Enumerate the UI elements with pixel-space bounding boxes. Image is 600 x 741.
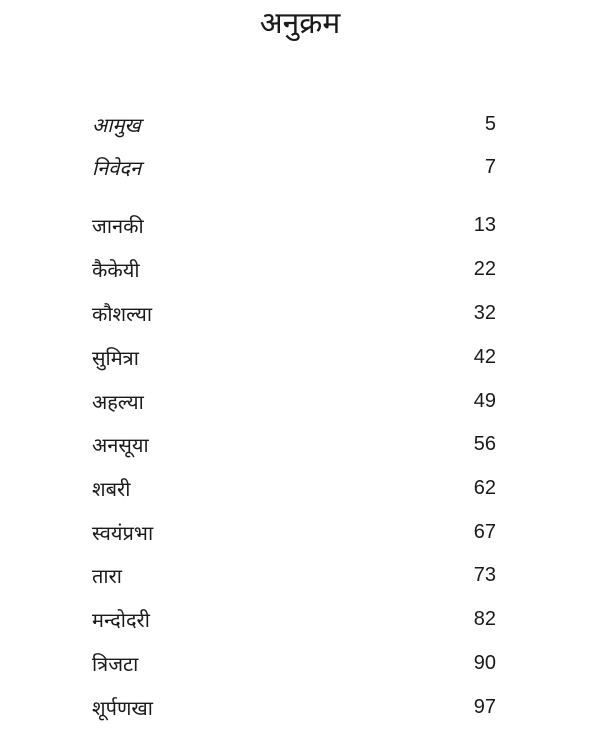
toc-entry-label: तारा	[92, 563, 122, 588]
toc-entry-foreword[interactable]	[92, 108, 496, 140]
toc-entry-label: मन्दोदरी	[92, 607, 150, 632]
toc-entry-chapter[interactable]	[92, 647, 496, 679]
toc-entry-page-number: 56	[473, 432, 496, 455]
toc-entry-page-number: 90	[473, 651, 496, 674]
toc-entry-page-number: 13	[473, 213, 496, 236]
toc-entry-label: जानकी	[92, 213, 144, 238]
toc-entry-page-number: 7	[484, 155, 496, 178]
toc-entry-chapter[interactable]	[92, 297, 496, 329]
toc-entry-page-number: 62	[473, 476, 496, 499]
toc-entry-page-number: 42	[473, 345, 496, 368]
toc-entry-label: शबरी	[92, 476, 131, 501]
toc-entry-preface[interactable]	[92, 151, 496, 183]
toc-entry-chapter[interactable]	[92, 253, 496, 285]
toc-entry-label: आमुख	[92, 112, 141, 137]
toc-entry-page-number: 49	[473, 389, 496, 412]
toc-entry-label: निवेदन	[92, 155, 142, 180]
toc-entry-chapter[interactable]	[92, 559, 496, 591]
toc-entry-label: स्वयंप्रभा	[92, 520, 154, 545]
toc-entry-chapter[interactable]	[92, 691, 496, 723]
toc-entry-label: कैकेयी	[92, 257, 140, 282]
toc-entry-page-number: 22	[473, 257, 496, 280]
toc-entry-label: सुमित्रा	[92, 345, 139, 370]
toc-entry-page-number: 5	[484, 112, 496, 135]
toc-entry-label: त्रिजटा	[92, 651, 139, 676]
toc-entry-chapter[interactable]	[92, 341, 496, 373]
toc-entry-label: अहल्या	[92, 389, 144, 414]
toc-entry-page-number: 67	[473, 520, 496, 543]
toc-entry-page-number: 97	[473, 695, 496, 718]
toc-entry-page-number: 73	[473, 563, 496, 586]
page-title: अनुक्रम	[259, 6, 341, 41]
toc-entry-chapter[interactable]	[92, 385, 496, 417]
toc-entry-chapter[interactable]	[92, 209, 496, 241]
toc-entry-chapter[interactable]	[92, 516, 496, 548]
toc-entry-page-number: 82	[473, 607, 496, 630]
toc-entry-chapter[interactable]	[92, 472, 496, 504]
toc-entry-page-number: 32	[473, 301, 496, 324]
toc-entry-label: अनसूया	[92, 432, 149, 457]
toc-entry-label: कौशल्या	[92, 301, 153, 326]
toc-entry-chapter[interactable]	[92, 603, 496, 635]
toc-entry-label: शूर्पणखा	[92, 695, 153, 720]
toc-entry-chapter[interactable]	[92, 428, 496, 460]
